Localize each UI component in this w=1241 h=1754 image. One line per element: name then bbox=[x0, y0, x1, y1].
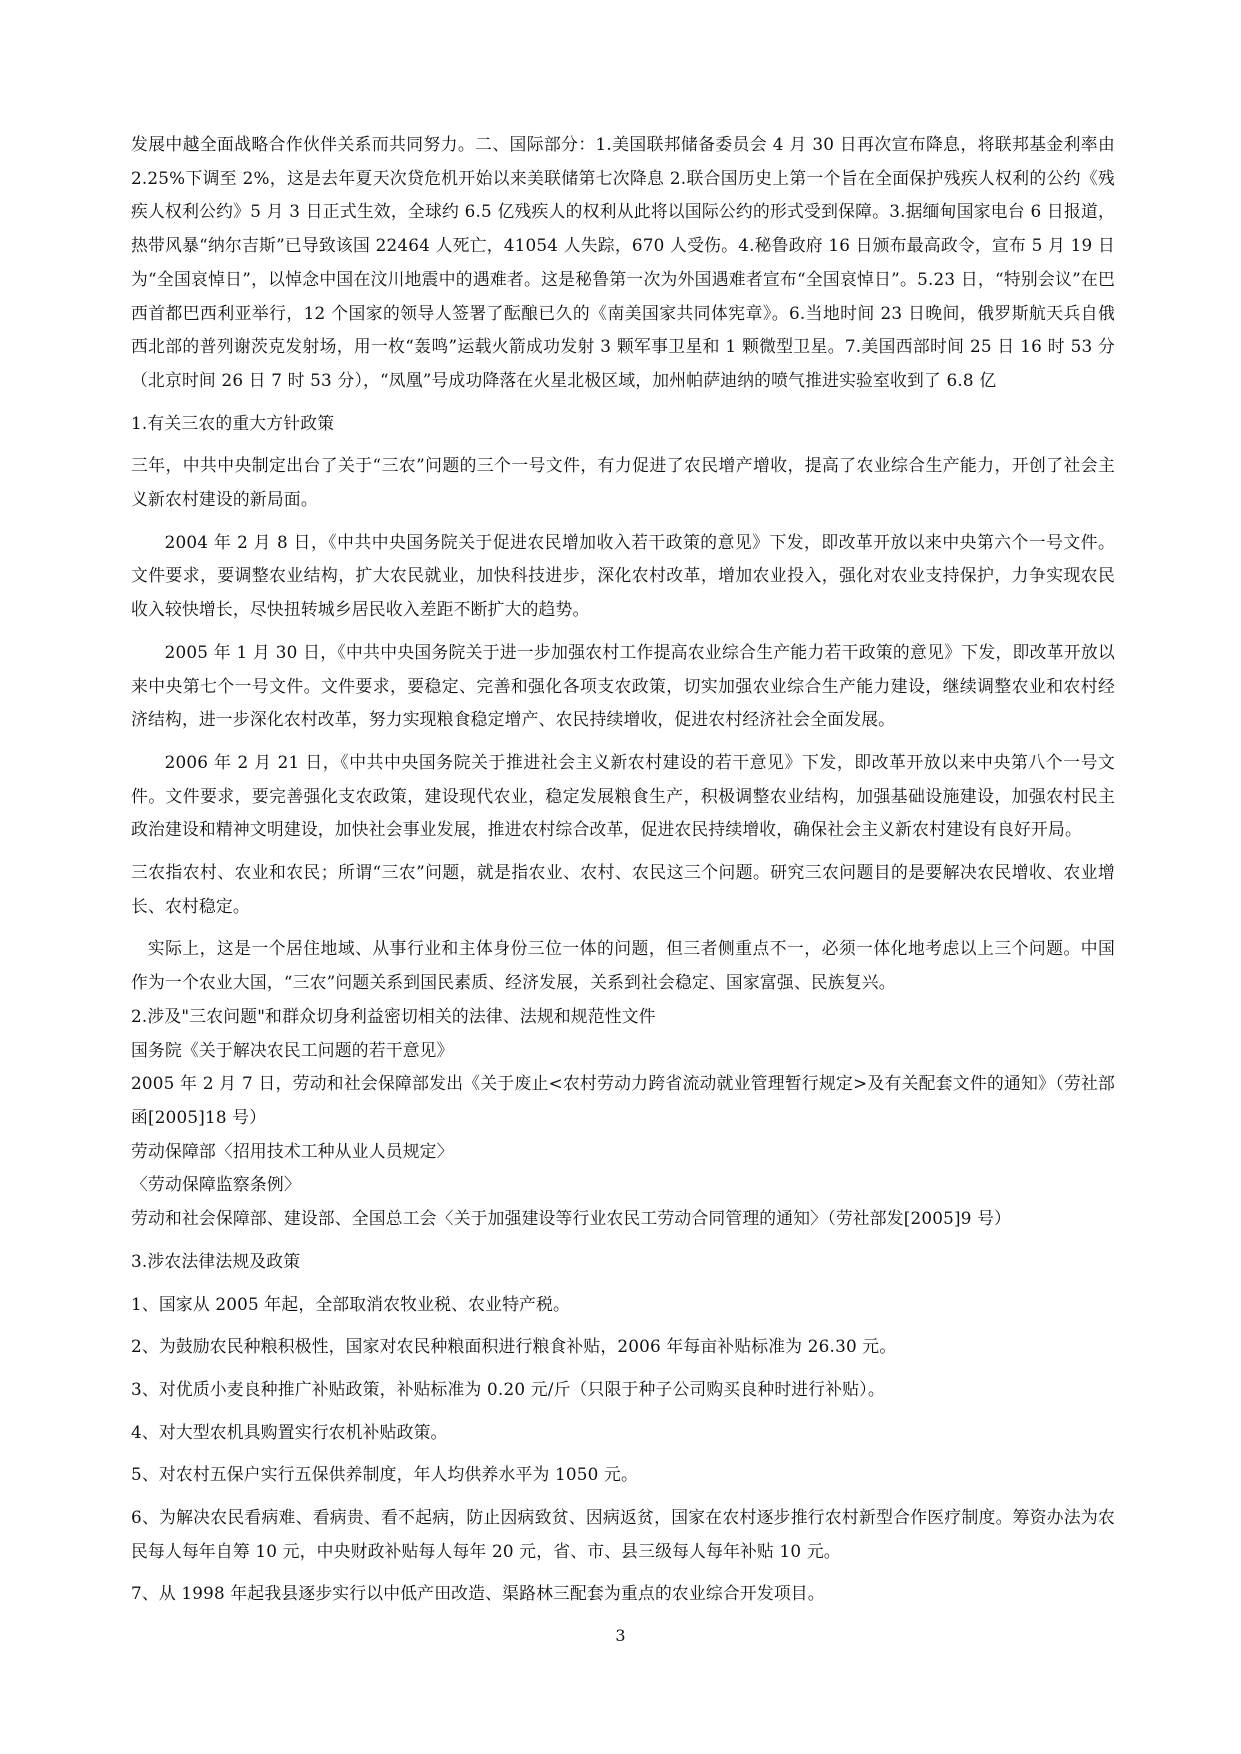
list-item-policy-2: 2、为鼓励农民种粮积极性，国家对农民种粮面积进行粮食补贴，2006 年每亩补贴标准为 26.30 元。 bbox=[131, 1336, 897, 1357]
paragraph-three-documents: 三年，中共中央制定出台了关于“三农”问题的三个一号文件，有力促进了农民增产增收，提高了农业综合生产能力，开创了社会主义新农村建设的新局面。 bbox=[131, 455, 1115, 510]
paragraph-international-news: 发展中越全面战略合作伙伴关系而共同努力。二、国际部分：1.美国联邦储备委员会 4 月 30 日再次宣布降息，将联邦基金利率由 2.25%下调至 2%，这是去年夏天次贷危机开始以来美联储第七次降息 2.联合国历史上第一个旨在全面保护残疾人权利的公约《残疾人权利公约》5 月 3 日正式生效，全球约 6.5 亿残疾人的权利从此将以国际公约的形式受到保障。3.据缅甸国家电台 6 日报道，热带风暴“纳尔吉斯”已导致该国 22464 人死亡，41054 人失踪，670 人受伤。4.秘鲁政府 16 日颁布最高政令，宣布 5 月 19 日为“全国哀悼日”，以悼念中国在汶川地震中的遇难者。这是秘鲁第一次为外国遇难者宣布“全国哀悼日”。5.23 日，“特别会议”在巴西首都巴西利亚举行，12 个国家的领导人签署了酝酿已久的《南美国家共同体宪章》。6.当地时间 23 日晚间，俄罗斯航天兵自俄西北部的普列谢茨克发射场，用一枚“轰鸣”运载火箭成功发射 3 颗军事卫星和 1 颗微型卫星。7.美国西部时间 25 日 16 时 53 分（北京时间 26 日 7 时 53 分），“凤凰”号成功降落在火星北极区域，加州帕萨迪纳的喷气推进实验室收到了 6.8 亿 bbox=[131, 134, 1115, 390]
heading-related-laws: 2.涉及"三农问题"和群众切身利益密切相关的法律、法规和规范性文件 bbox=[131, 1005, 656, 1026]
paragraph-2005-document: 2005 年 1 月 30 日，《中共中央国务院关于进一步加强农村工作提高农业综合生产能力若干政策的意见》下发，即改革开放以来中央第七个一号文件。文件要求，要稳定、完善和强化各项支农政策，切实加强农业综合生产能力建设，继续调整农业和农村经济结构，进一步深化农村改革，努力实现粮食稳定增产、农民持续增收，促进农村经济社会全面发展。 bbox=[131, 641, 1115, 730]
list-item-labor-inspection: 〈劳动保障监察条例〉 bbox=[131, 1174, 301, 1195]
list-item-policy-7: 7、从 1998 年起我县逐步实行以中低产田改造、渠路林三配套为重点的农业综合开发项目。 bbox=[131, 1583, 825, 1604]
heading-sannong-policies: 1.有关三农的重大方针政策 bbox=[131, 412, 335, 433]
paragraph-sannong-significance: 实际上，这是一个居住地域、从事行业和主体身份三位一体的问题，但三者侧重点不一，必须一体化地考虑以上三个问题。中国作为一个农业大国，“三农”问题关系到国民素质、经济发展，关系到社会稳定、国家富强、民族复兴。 bbox=[131, 938, 1115, 993]
paragraph-sannong-definition: 三农指农村、农业和农民；所谓“三农”问题，就是指农业、农村、农民这三个问题。研究三农问题目的是要解决农民增收、农业增长、农村稳定。 bbox=[131, 862, 1115, 916]
paragraph-2006-document: 2006 年 2 月 21 日，《中共中央国务院关于推进社会主义新农村建设的若干意见》下发，即改革开放以来中央第八个一号文件。文件要求，要完善强化支农政策，建设现代农业，稳定发展粮食生产，积极调整农业结构，加强基础设施建设，加强农村民主政治建设和精神文明建设，加快社会事业发展，推进农村综合改革，促进农民持续增收，确保社会主义新农村建设有良好开局。 bbox=[131, 751, 1115, 840]
list-item-labor-contract-notice: 劳动和社会保障部、建设部、全国总工会〈关于加强建设等行业农民工劳动合同管理的通知〉（劳社部发[2005]9 号） bbox=[131, 1208, 1012, 1229]
list-item-policy-3: 3、对优质小麦良种推广补贴政策，补贴标准为 0.20 元/斤（只限于种子公司购买良种时进行补贴）。 bbox=[131, 1378, 885, 1399]
document-body bbox=[131, 128, 1115, 1611]
list-item-policy-6: 6、为解决农民看病难、看病贵、看不起病，防止因病致贫、因病返贫，国家在农村逐步推行农村新型合作医疗制度。筹资办法为农民每人每年自筹 10 元，中央财政补贴每人每年 20 元，省、市、县三级每人每年补贴 10 元。 bbox=[131, 1507, 1115, 1561]
page-number: 3 bbox=[615, 1626, 626, 1645]
list-item-policy-1: 1、国家从 2005 年起，全部取消农牧业税、农业特产税。 bbox=[131, 1293, 571, 1314]
list-item-2005-notice: 2005 年 2 月 7 日，劳动和社会保障部发出《关于废止<农村劳动力跨省流动就业管理暂行规定>及有关配套文件的通知》（劳社部函[2005]18 号） bbox=[131, 1073, 1115, 1127]
paragraph-2004-document: 2004 年 2 月 8 日，《中共中央国务院关于促进农民增加收入若干政策的意见》下发，即改革开放以来中央第六个一号文件。文件要求，要调整农业结构，扩大农民就业，加快科技进步，深化农村改革，增加农业投入，强化对农业支持保护，力争实现农民收入较快增长，尽快扭转城乡居民收入差距不断扩大的趋势。 bbox=[131, 531, 1115, 620]
list-item-technical-workers-rule: 劳动保障部〈招用技术工种从业人员规定〉 bbox=[131, 1140, 454, 1161]
list-item-policy-5: 5、对农村五保户实行五保供养制度，年人均供养水平为 1050 元。 bbox=[131, 1464, 638, 1485]
list-item-policy-4: 4、对大型农机具购置实行农机补贴政策。 bbox=[131, 1421, 448, 1442]
heading-agricultural-laws: 3.涉农法律法规及政策 bbox=[131, 1250, 301, 1271]
list-item-state-council-opinion: 国务院《关于解决农民工问题的若干意见》 bbox=[131, 1039, 454, 1060]
